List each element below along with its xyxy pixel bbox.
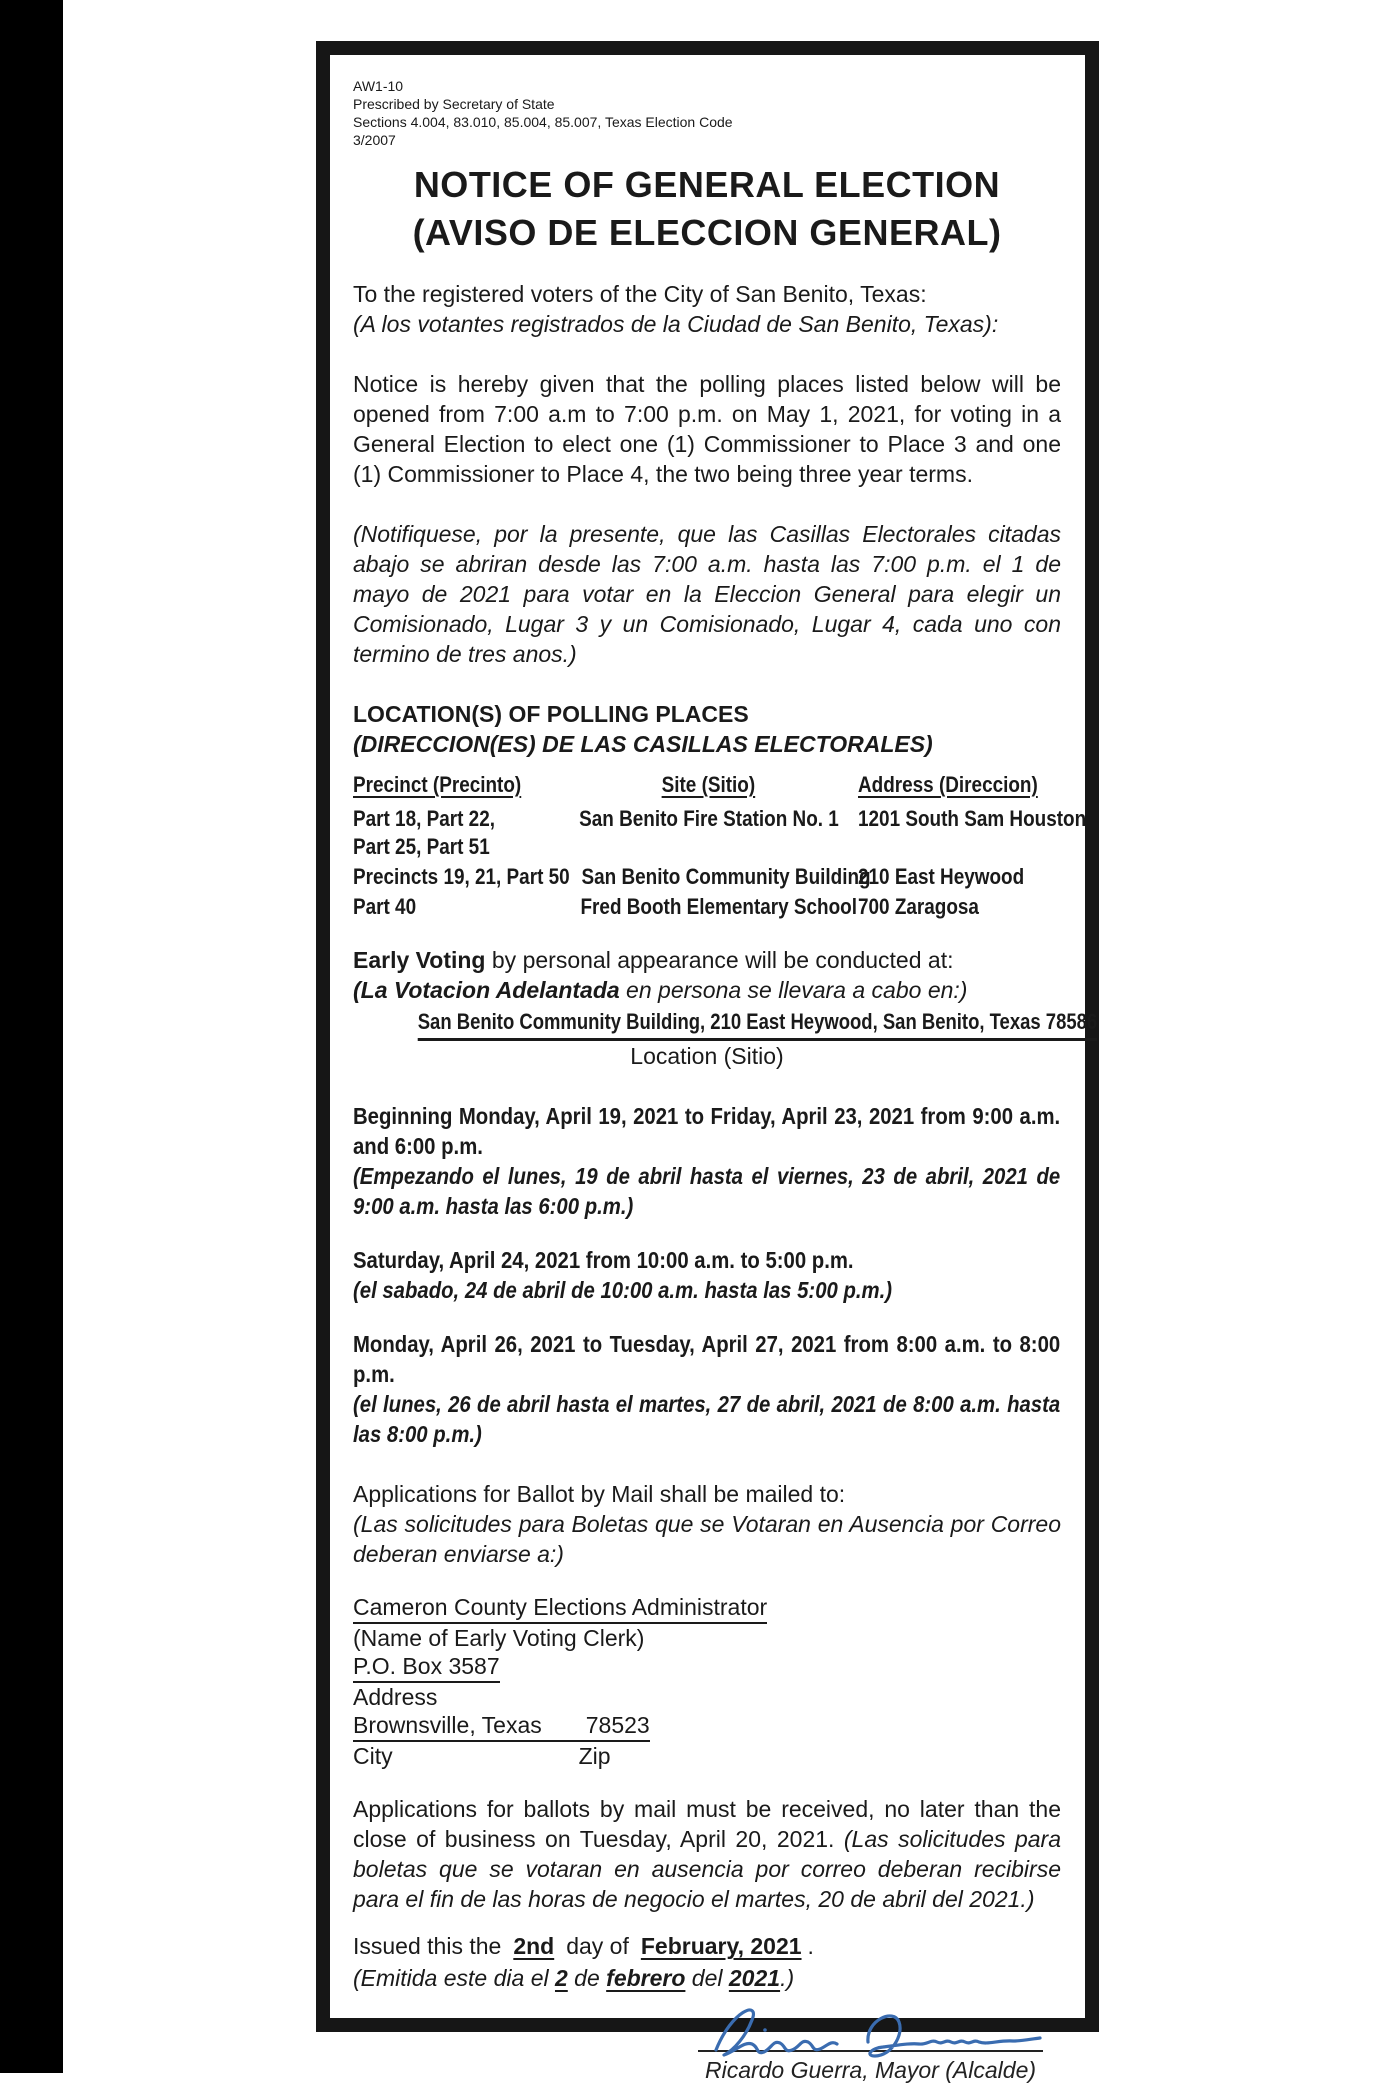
table-row-address: 1201 South Sam Houston — [858, 806, 1087, 831]
form-sections: Sections 4.004, 83.010, 85.004, 85.007, Texas Election Code — [353, 114, 733, 130]
document-title — [353, 161, 1061, 257]
signature-caption: Ricardo Guerra, Mayor (Alcalde) — [704, 2057, 1037, 2083]
table-row-site: San Benito Fire Station No. 1 — [579, 806, 839, 831]
issued-line — [353, 1930, 1061, 1994]
early-voting-location-line — [353, 1007, 1098, 1041]
polling-heading-english: LOCATION(S) OF POLLING PLACES — [353, 701, 749, 727]
ballot-mail-spanish: (Las solicitudes para Boletas que se Votaran en Ausencia por Correo deberan enviarse a:) — [353, 1511, 1061, 1567]
salutation — [353, 279, 1061, 339]
early-voting-schedule-saturday: Saturday, April 24, 2021 from 10:00 a.m. to 5:00 p.m. (el sabado, 24 de abril de 10:00 a.m. hasta las 5:00 p.m.) — [353, 1247, 893, 1303]
table-row-precinct: Part 40 — [353, 894, 417, 919]
issued-spanish: (Emitida este dia el 2 de febrero del 2021.) — [353, 1965, 795, 1991]
scan-edge-strip — [0, 0, 63, 2073]
table-row-address: 210 East Heywood — [858, 864, 1025, 889]
table-row-site: Fred Booth Elementary School — [580, 894, 857, 919]
table-row-precinct: Part 18, Part 22, Part 25, Part 51 — [353, 806, 495, 859]
clerk-name-label: (Name of Early Voting Clerk) — [353, 1625, 645, 1651]
title-english: NOTICE OF GENERAL ELECTION — [413, 164, 1001, 205]
clerk-city-zip: Brownsville, Texas 78523 — [353, 1711, 1061, 1742]
clerk-po-box: P.O. Box 3587 — [353, 1652, 1061, 1683]
clerk-city-zip-labels: City Zip — [353, 1743, 611, 1769]
table-row-address: 700 Zaragosa — [858, 894, 979, 919]
deadline-english: Applications for ballots by mail must be received, no later than the close of business on Tuesday, April 20, 2021. — [353, 1796, 1061, 1852]
clerk-address-label: Address — [353, 1684, 438, 1710]
clerk-name: Cameron County Elections Administrator — [353, 1593, 1061, 1624]
form-number: AW1-10 — [353, 78, 404, 94]
notice-document — [316, 41, 1099, 2083]
deadline-spanish: (Las solicitudes para boletas que se votaran en ausencia por correo deberan recibirse para el fin de las horas de negocio el martes, 20 de abril del 2021.) — [353, 1826, 1061, 1912]
table-row-site: San Benito Community Building — [581, 864, 871, 889]
ballot-by-mail-intro — [353, 1479, 1061, 1569]
column-header-precinct: Precinct (Precinto) — [353, 772, 522, 797]
table-row-precinct: Precincts 19, 21, Part 50 — [353, 864, 570, 889]
salutation-spanish: (A los votantes registrados de la Ciudad de San Benito, Texas): — [353, 311, 999, 337]
form-prescribed-by: Prescribed by Secretary of State — [353, 96, 555, 112]
column-header-address: Address (Direccion) — [858, 772, 1038, 797]
notice-paragraph-spanish: (Notifiquese, por la presente, que las Casillas Electorales citadas abajo se abriran desde las 7:00 a.m. hasta las 7:00 p.m. el 1 de mayo de 2021 para votar en la Eleccion General para elegir un Comisionado, Lugar 3 y un Comisionado, Lugar 4, cada uno con termino de tres anos.) — [353, 521, 1061, 667]
early-voting-schedule-week1: Beginning Monday, April 19, 2021 to Friday, April 23, 2021 from 9:00 a.m. and 6:00 p.m. (Empezando el lunes, 19 de abril hasta el viernes, 23 de abril, 2021 de 9:00 a.m. hasta las 6:00 p.m.) — [353, 1103, 1061, 1219]
column-header-site: Site (Sitio) — [661, 772, 755, 797]
deadline-paragraph — [353, 1794, 1061, 1914]
early-voting-location: San Benito Community Building, 210 East Heywood, San Benito, Texas 78586 — [418, 1007, 1097, 1041]
title-spanish: (AVISO DE ELECCION GENERAL) — [412, 212, 1002, 253]
signature-block — [698, 1998, 1043, 2084]
form-header — [353, 77, 1061, 149]
early-voting-intro — [353, 945, 1061, 1005]
polling-places-heading — [353, 699, 1061, 759]
early-voting-location-caption: Location (Sitio) — [630, 1043, 784, 1069]
notice-paragraph-english: Notice is hereby given that the polling places listed below will be opened from 7:00 a.m to 7:00 p.m. on May 1, 2021, for voting in a General Election to elect one (1) Commissioner to Place 3 and one (1) Commissioner to Place 4, the two being three year terms. — [353, 371, 1061, 487]
signature-handwriting — [706, 1998, 1046, 2062]
early-voting-clerk-address — [353, 1593, 1061, 1770]
salutation-english: To the registered voters of the City of San Benito, Texas: — [353, 281, 927, 307]
early-voting-schedule-week2: Monday, April 26, 2021 to Tuesday, April 27, 2021 from 8:00 a.m. to 8:00 p.m. (el lunes, 26 de abril hasta el martes, 27 de abril, 2021 de 8:00 a.m. hasta las 8:00 p.m.) — [353, 1331, 1061, 1447]
ballot-mail-english: Applications for Ballot by Mail shall be mailed to: — [353, 1481, 846, 1507]
issued-english: Issued this the 2nd day of February, 2021 . — [353, 1933, 814, 1959]
early-voting-line-spanish: (La Votacion Adelantada en persona se llevara a cabo en:) — [353, 977, 968, 1003]
polling-places-table — [353, 771, 1087, 921]
early-voting-line-english: Early Voting by personal appearance will be conducted at: — [353, 947, 954, 973]
form-revision-date: 3/2007 — [353, 132, 396, 148]
polling-heading-spanish: (DIRECCION(ES) DE LAS CASILLAS ELECTORALES) — [353, 731, 933, 757]
